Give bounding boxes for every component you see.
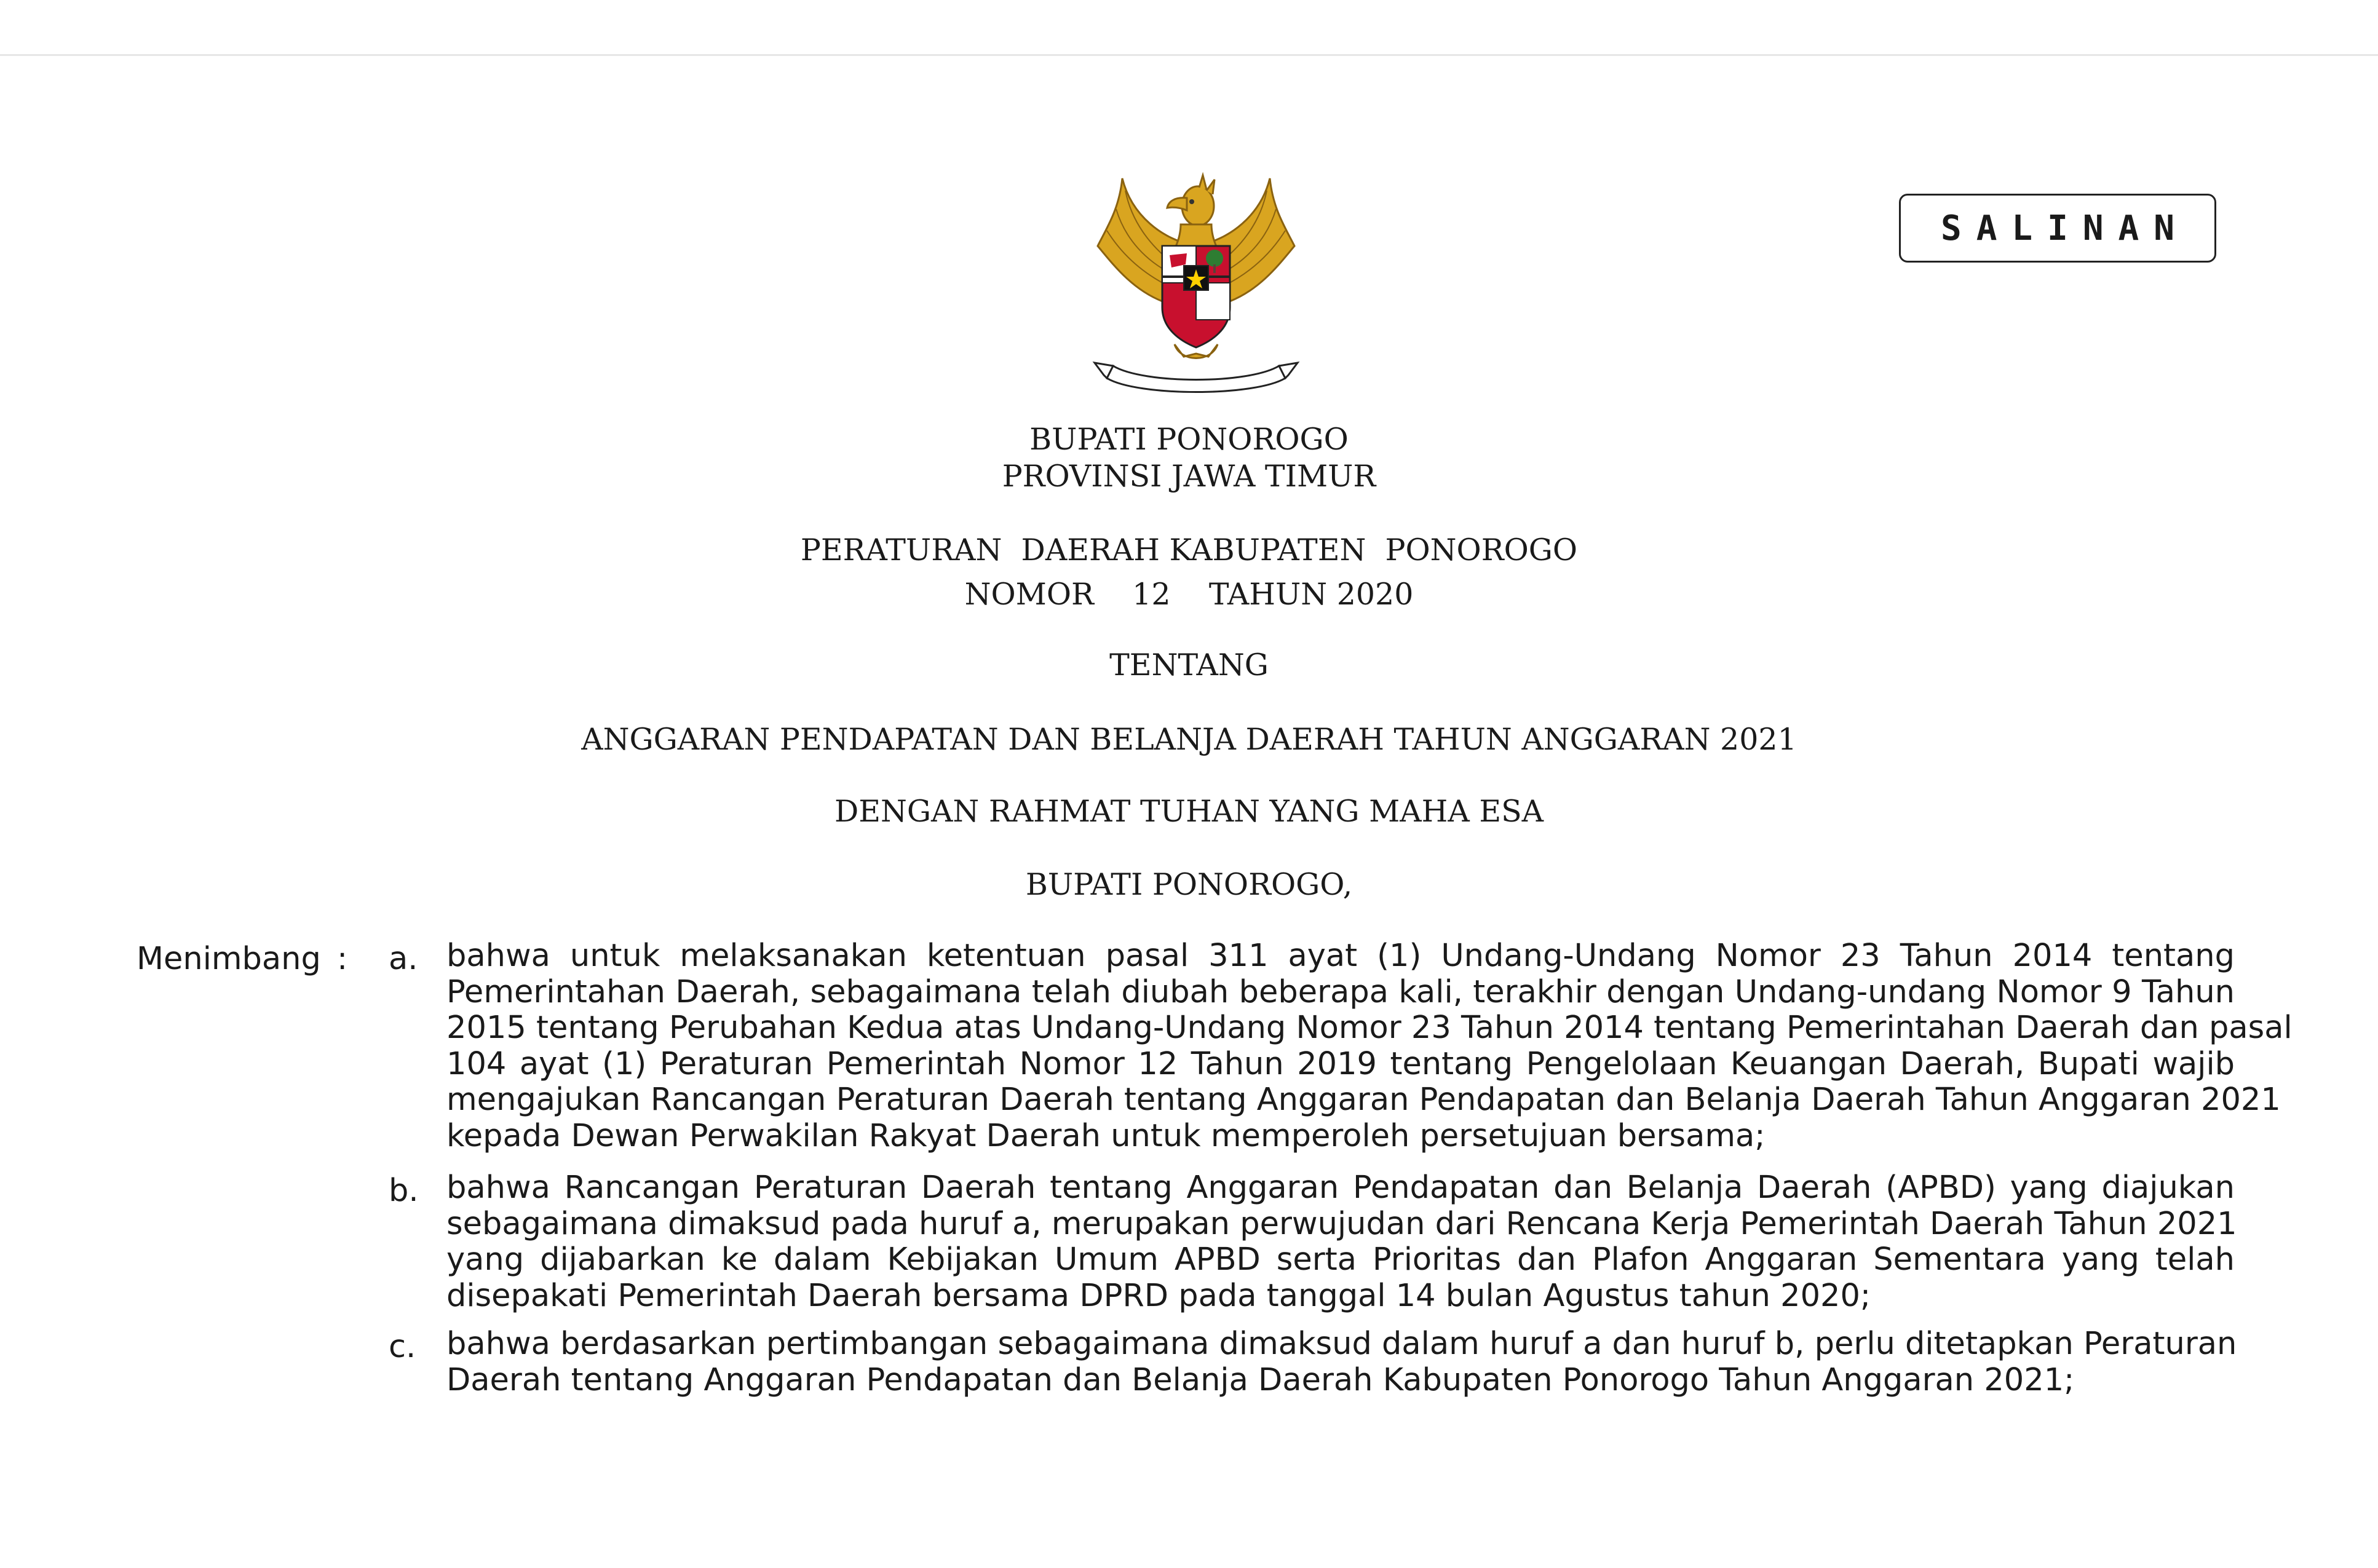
- item-letter-c: c.: [389, 1329, 416, 1365]
- text-line: bahwa berdasarkan pertimbangan sebagaimana dimaksud dalam huruf a dan huruf b, perlu ditetapkan Peraturan: [446, 1326, 2237, 1362]
- menimbang-colon: :: [337, 941, 348, 977]
- tentang-heading: TENTANG: [1109, 647, 1269, 683]
- text-line: sebagaimana dimaksud pada huruf a, merupakan perwujudan dari Rencana Kerja Pemerintah Daerah Tahun 2021: [446, 1205, 2237, 1242]
- text-line: kepada Dewan Perwakilan Rakyat Daerah untuk memperoleh persetujuan bersama;: [446, 1117, 1766, 1154]
- garuda-emblem-icon: [1088, 172, 1304, 400]
- item-letter-b: b.: [389, 1173, 419, 1209]
- regent-signoff: BUPATI PONOROGO,: [1025, 867, 1353, 902]
- item-b-text: [446, 1170, 2235, 1314]
- text-line: bahwa untuk melaksanakan ketentuan pasal 311 ayat (1) Undang-Undang Nomor 23 Tahun 2014 tentang: [446, 938, 2235, 974]
- text-line: disepakati Pemerintah Daerah bersama DPRD pada tanggal 14 bulan Agustus tahun 2020;: [446, 1277, 1871, 1314]
- salinan-stamp: SALINAN: [1899, 194, 2216, 263]
- invocation: DENGAN RAHMAT TUHAN YANG MAHA ESA: [834, 794, 1544, 829]
- text-line: Daerah tentang Anggaran Pendapatan dan Belanja Daerah Kabupaten Ponorogo Tahun Anggaran 2021;: [446, 1361, 2075, 1398]
- text-line: bahwa Rancangan Peraturan Daerah tentang Anggaran Pendapatan dan Belanja Daerah (APBD) yang diajukan: [446, 1170, 2235, 1206]
- text-line: Pemerintahan Daerah, sebagaimana telah diubah beberapa kali, terakhir dengan Undang-undang Nomor 9 Tahun: [446, 973, 2235, 1010]
- regulation-subject: ANGGARAN PENDAPATAN DAN BELANJA DAERAH TAHUN ANGGARAN 2021: [581, 722, 1797, 757]
- text-line: mengajukan Rancangan Peraturan Daerah tentang Anggaran Pendapatan dan Belanja Daerah Tahun Anggaran 2021: [446, 1082, 2281, 1118]
- text-line: 104 ayat (1) Peraturan Pemerintah Nomor 12 Tahun 2019 tentang Pengelolaan Keuangan Daerah, Bupati wajib: [446, 1045, 2235, 1082]
- menimbang-label: Menimbang: [137, 941, 321, 977]
- province-title: PROVINSI JAWA TIMUR: [1002, 459, 1376, 494]
- scan-edge-line: [0, 54, 2378, 56]
- regulation-title: PERATURAN DAERAH KABUPATEN PONOROGO: [800, 533, 1578, 568]
- regent-title: BUPATI PONOROGO: [1029, 422, 1349, 457]
- item-c-text: [446, 1326, 2235, 1398]
- item-letter-a: a.: [389, 941, 418, 977]
- text-line: yang dijabarkan ke dalam Kebijakan Umum APBD serta Prioritas dan Plafon Anggaran Sementara yang telah: [446, 1241, 2235, 1278]
- item-a-text: [446, 938, 2293, 1154]
- text-line: 2015 tentang Perubahan Kedua atas Undang-Undang Nomor 23 Tahun 2014 tentang Pemerintahan Daerah dan pasal: [446, 1010, 2293, 1046]
- regulation-number: NOMOR 12 TAHUN 2020: [964, 577, 1414, 612]
